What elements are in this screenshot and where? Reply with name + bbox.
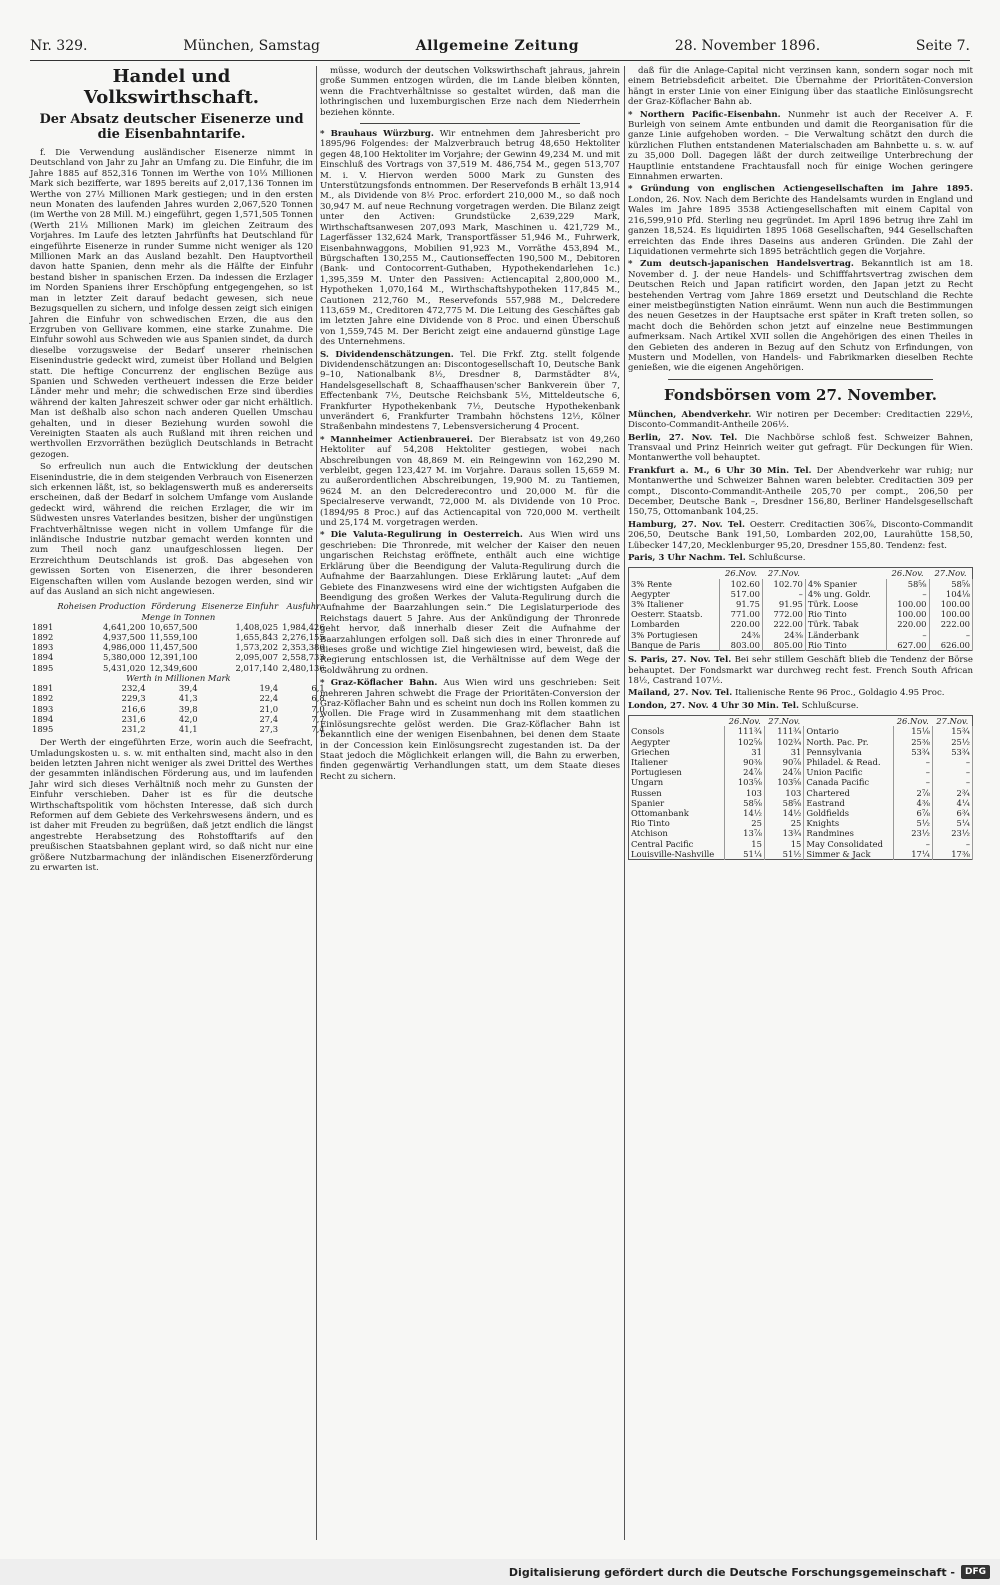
table-cell: Simmer & Jack [804,849,893,860]
table-cell: 15 [725,839,764,849]
table-cell: – [762,589,805,599]
table-header: 26.Nov. [728,716,761,727]
table-cell: 1,573,202 [235,642,279,653]
table-row [629,798,973,808]
table-caption: Werth in Millionen Mark [126,672,231,683]
table-row [30,632,327,642]
table-cell: 23½ [932,828,972,838]
table-cell: 13¾ [764,828,803,838]
news-item-text: Aus Wien wird uns geschrieben: Seit mehreren Jahren schwebt die Frage der Prioritäten-Conversion der Graz-Köflacher Bahn und es scheint nun doch ins Rollen kommen zu wollen. Die Frage wird in Zusammenhang mit dem staatlichen Einlösungsrechte gelöst werden. Die Graz-Köflacher Bahn ist bekanntlich eine der wenigen Eisenbahnen, bei denen dem Staate in der Concession kein Einlösungsrecht zugestanden ist. Da der Staat jedoch die Möglichkeit erlangen will, die Bahn zu erwerben, finden gegenwärtig Verhandlungen statt, um dem Staate dieses Recht zu sichern. [320,678,620,782]
table-cell: 1895 [32,723,54,734]
table-cell: 23½ [893,828,932,838]
table-row [30,724,327,734]
section-title: Handel und Volkswirthschaft. [83,66,260,108]
news-item [320,350,620,433]
news-item [628,410,973,431]
table-cell: 111¾ [764,726,803,736]
table-cell: 13⅞ [725,828,764,838]
table-row [629,828,973,838]
table-cell: 12,349,600 [149,662,198,673]
table-cell: Rio Tinto [805,640,886,651]
table-cell: 19,4 [259,683,279,694]
table-cell: Banque de Paris [629,640,720,651]
table-header: 27.Nov. [934,568,967,579]
table-cell: 220.00 [720,619,763,629]
table-cell: Union Pacific [804,767,893,777]
divider [360,123,580,124]
table-cell: Aegypter [629,737,725,747]
table-cell: 2,480,136 [282,662,325,673]
news-item-heading: * Die Valuta-Regulirung in Oesterreich. [320,530,523,541]
news-item-text: Der Abendverkehr war ruhig; nur Montanwerthe und Schweizer Bahnen waren belebter. Creditactien 309 per compt., Disconto-Commandit-Antheile 205,70 per compt., 206,50 per December, Deutsche Bank –, Dresdner 156,80, Berliner Handelsgesellschaft 150,75, Ottomanbank 104,25. [628,465,973,518]
table-cell: 4,937,500 [103,632,146,643]
table-row [629,747,973,757]
table-cell: 220.00 [886,619,929,629]
table-header: 27.Nov. [936,716,969,727]
table-cell: 517.00 [720,589,763,599]
table-cell: 5,431,020 [103,662,146,673]
table-cell: 2¾ [932,788,972,798]
table-row [629,808,973,818]
news-item-text: Italienische Rente 96 Proc., Goldagio 4.95 Proc. [734,688,945,699]
paris-rates-table [628,567,973,651]
news-item [320,435,620,529]
table-header [805,568,886,579]
table-cell: 3% Portugiesen [629,630,720,640]
newspaper-title: Allgemeine Zeitung [415,38,580,54]
news-item-text: Tel. Die Frkf. Ztg. stellt folgende Dividendenschätzungen an: Discontogesellschaft 10, Deutsche Bank 9–10, Nationalbank 8½, Dresdner 8, Darmstädter 8¼, Handelsgesellschaft 8, Schaaffhausen'scher Bankverein über 7, Effectenbank 7½, Deutsche Reichsbank 5½, Mitteldeutsche 6, Frankfurter Hypothekenbank 7½, Deutsche Hypothekenbank unverändert 6, Frankfurter Trambahn höchstens 12½, Kölner Straßenbahn mindestens 7, Lebensversicherung 4 Procent. [320,349,620,433]
table-cell: 6¾ [932,808,972,818]
table-header: 26.Nov. [724,568,758,579]
table-cell: 41,3 [178,693,198,704]
news-item [628,520,973,551]
table-header [629,716,725,727]
table-cell: 58⅝ [929,579,973,589]
table-cell: 25 [764,818,803,828]
table-cell: 58⅝ [725,798,764,808]
table-row [30,622,327,632]
article-paragraph: müsse, wodurch der deutschen Volkswirthschaft jahraus, jahrein große Summen entzogen würden, die im Lande bleiben könnten, wenn die Frachtverhältnisse so gestaltet würden, daß man die lothringischen und luxemburgischen Erze nach dem Niederrhein beziehen könnte. [320,66,620,118]
table-header: Roheisen Production [57,601,146,612]
table-cell: Consols [629,726,725,736]
column-rule [624,66,625,1540]
table-cell: 1,984,426 [282,621,325,632]
table-row [629,839,973,849]
table-cell: 4% Spanier [805,579,886,589]
table-cell: 90⅞ [764,757,803,767]
table-cell: Lombarden [629,619,720,629]
divider [668,379,933,380]
table-cell: Oesterr. Staatsb. [629,609,720,619]
table-cell: 2,353,386 [282,642,325,653]
table-cell: – [893,757,932,767]
table-row [30,652,327,662]
article-title: Der Absatz deutscher Eisenerze und die Eisenbahntarife. [39,112,304,142]
table-cell: 24⅜ [762,630,805,640]
table-row [30,704,327,714]
table-cell: 100.00 [886,609,929,619]
column-rule [316,66,317,1540]
table-cell: Louisville-Nashville [629,849,725,860]
table-cell: – [932,757,972,767]
news-item [628,110,973,183]
table-cell: 231,2 [121,723,146,734]
table-cell: 91.95 [762,599,805,609]
table-cell: 6,8 [311,693,325,704]
table-cell: Central Pacific [629,839,725,849]
article-paragraph: daß für die Anlage-Capital nicht verzinsen kann, sondern sogar noch mit einem Betriebsdeficit arbeitet. Die Übernahme der Prioritäten-Conversion hängt in erster Linie von einer Einigung über das staatliche Einlösungsrecht der Graz-Köflacher Bahn ab. [628,66,973,108]
table-row [629,726,973,736]
table-row [30,714,327,724]
table-cell: Pennsylvania [804,747,893,757]
table-cell: 4,641,200 [103,621,146,632]
table-cell: 51½ [764,849,803,860]
table-cell: 24⅞ [725,767,764,777]
table-cell: 102.70 [762,579,805,589]
table-cell: 17⅜ [932,849,972,860]
table-header [30,601,55,611]
news-item-text: Bekanntlich ist am 18. November d. J. der neue Handels- und Schifffahrtsvertrag zwischen dem Deutschen Reich und Japan ratificirt worden, den Japan jetzt zu Recht bestehenden Vertrag vom Jahre 1869 ersetzt und Deutschland die Rechte einer meistbegünstigten Nation einräumt. Wenn nun auch die Bestimmungen des neuen Gesetzes in der Hauptsache erst später in Kraft treten sollen, so macht doch die Behörden schon jetzt auf einzelne neue Bestimmungen aufmerksam. Nach Artikel XVII sollen die Angehörigen des einen Theiles in den Gebieten des anderen in Bezug auf den Schutz von Erfindungen, von Mustern und Modellen, von Handels- und Fabrikmarken dieselben Rechte genießen, wie die eigenen Angehörigen. [628,259,973,374]
table-cell: – [932,767,972,777]
table-cell: 231,6 [121,713,146,724]
table-row [629,767,973,777]
table-cell: Randmines [804,828,893,838]
table-cell: 1894 [32,713,54,724]
news-item-heading: * Gründung von englischen Actiengesellschaften im Jahre 1895. [628,184,973,195]
table-cell: 4¼ [932,798,972,808]
table-cell: – [932,839,972,849]
news-item-heading: * Northern Pacific-Eisenbahn. [628,109,781,120]
table-cell: May Consolidated [804,839,893,849]
table-cell: Canada Pacific [804,777,893,787]
news-item [320,530,620,676]
dfg-logo: DFG [961,1565,990,1579]
table-cell: 91.75 [720,599,763,609]
table-cell: Italiener [629,757,725,767]
table-cell: 229,3 [121,693,146,704]
table-cell: 2⅞ [893,788,932,798]
table-cell: – [886,630,929,640]
table-cell: Spanier [629,798,725,808]
table-cell: 39,4 [178,683,198,694]
news-item-text: Aus Wien wird uns geschrieben: Die Thronrede, mit welcher der Kaiser den neuen ungarischen Reichstag eröffnete, enthält auch eine wichtige Erklärung über die Beendigung der Valuta-Regulirung durch die Aufnahme der Baarzahlungen. Diese Erklärung lautet: „Auf dem Gebiete des Finanzwesens wird eine der wichtigsten Aufgaben die Beendigung des großen Werkes der Valuta-Regulirung durch die Aufnahme der Baarzahlungen sein.“ Die Legislaturperiode des Reichstags dauert 5 Jahre. Aus der Ankündigung der Thronrede geht hervor, daß innerhalb dieser Zeit die Aufnahme der Baarzahlungen erfolgen soll. Daß sich dies in einer Thronrede auf dieses große und wichtige Ziel hingewiesen wird, beweist, daß die Regierung entschlossen ist, die Verhältnisse auf dem Wege der Goldwährung zu ordnen. [320,530,621,676]
table-cell: – [929,630,973,640]
news-item-text: Wir entnehmen dem Jahresbericht pro 1895/96 Folgendes: der Malzverbrauch betrug 48,650 Hektoliter gegen 48,100 Hektoliter im Vorjahre; der Gewinn 49,234 M. und mit Einschluß des Vortrags von 37,519 M. 486,754 M., gegen 513,707 M. i. V. Hiervon werden 5000 Mark zu Gunsten des Unterstützungsfonds entnommen. Der Reservefonds B erhält 13,914 M., als Dividende von 8½ Proc. erfordert 210,000 M., so daß noch 30,947 M. auf neue Rechnung vorgetragen werden. Die Bilanz zeigt unter den Activen: Grundstücke 2,639,229 Mark, Wirthschaftsanwesen 207,093 Mark, Maschinen u. 421,729 M., Lagerfässer 132,624 Mark, Transportfässer 51,946 M., Fuhrwerk, Eisenbahnwaggons, Mobilien 91,923 M., Vorräthe 453,894 M., Bürgschaften 130,255 M., Cautionseffecten 190,500 M., Debitoren (Bank- und Contocorrent-Guthaben, Hypothekendarlehen 1c.) 1,395,359 M. Unter den Passiven: Actiencapital 2,800,000 M., Hypotheken 1,070,164 M., Wirthschaftshypotheken 117,845 M., Cautionen 212,760 M., Reservefonds 557,988 M., Delcredere 113,659 M., Creditoren 472,775 M. Die Leitung des Geschäftes gab im letzten Jahre eine Dividende von 8 Proc. und einen Überschuß von 1,559,745 M. Der Bericht zeigt eine andauernd günstige Lage des Unternehmens. [320,129,621,348]
table-cell: North. Pac. Pr. [804,737,893,747]
table-cell: Griechen [629,747,725,757]
news-item [628,184,973,257]
city-date: München, Samstag [183,38,321,54]
table-cell: Portugiesen [629,767,725,777]
table-header: Eisenerze Einfuhr [201,601,279,612]
table-cell: Ottomanbank [629,808,725,818]
table-cell: 11,559,100 [149,632,198,643]
news-item-heading: * Mannheimer Actienbrauerei. [320,434,473,445]
table-cell: 626.00 [929,640,973,651]
table-cell: 1,408,025 [235,621,279,632]
column-2 [320,66,620,784]
table-row [629,599,973,609]
news-item-heading: München, Abendverkehr. [628,409,752,420]
table-cell: 27,4 [259,713,279,724]
news-item [320,129,620,348]
table-cell: Russen [629,788,725,798]
table-cell: 6⅞ [893,808,932,818]
footer-text: Digitalisierung gefördert durch die Deutsche Forschungsgemeinschaft - [508,1565,955,1579]
table-cell: 31 [764,747,803,757]
table-cell: 7,4 [311,723,325,734]
table-cell: 2,276,155 [282,632,325,643]
table-cell: Länderbank [805,630,886,640]
news-item-text: London, 26. Nov. Nach dem Berichte des Handelsamts wurden in England und Wales im Jahre 1895 3538 Actiengesellschaften mit einem Capital von 216,599,910 Pfd. Sterling neu gegründet. Im April 1896 betrug ihre Zahl im ganzen 18,524. Es liquidirten 1895 1068 Gesellschaften, 944 Gesellschaften erreichten das Ende ihres Daseins aus anderen Gründen. Die Zahl der Liquidationen vermehrte sich 1895 beträchtlich gegen die Vorjahre. [628,194,973,257]
page-number: Seite 7. [915,38,970,54]
table-cell: 803.00 [720,640,763,651]
table-row [629,640,973,651]
news-item-text: Bei sehr stillem Geschäft blieb die Tendenz der Börse behauptet. Der Fondsmarkt war durchweg recht fest. French South African 18½, Castrand 107½. [628,655,974,686]
table-cell: 58⅝ [764,798,803,808]
table-cell: 216,6 [121,703,146,714]
statistics-table [30,601,325,734]
table-cell: 90⅜ [725,757,764,767]
table-cell: 14½ [725,808,764,818]
table-cell: 1893 [32,703,54,714]
table-cell: 5,380,000 [103,652,146,663]
table-cell: 39,8 [178,703,198,714]
news-item [628,688,973,698]
table-cell: Aegypter [629,589,720,599]
table-row [30,683,327,693]
table-cell: – [893,767,932,777]
table-cell: 3% Rente [629,579,720,589]
table-cell: 22,4 [259,693,279,704]
table-header: Förderung [151,601,197,612]
table-row [629,788,973,798]
table-cell: 1892 [32,632,54,643]
table-cell: 771.00 [720,609,763,619]
table-row [629,777,973,787]
table-cell: 14½ [764,808,803,818]
news-item [628,553,973,563]
news-item-heading: * Zum deutsch-japanischen Handelsvertrag. [628,259,854,270]
table-cell: 222.00 [929,619,973,629]
news-item-text: Nunmehr ist auch der Receiver A. F. Burleigh von seinem Amte entbunden und damit die Reorganisation für die ganze Linie aufgehoben worden. – Die Verwaltung schätzt den durch die kürzlichen Fluthen entstandenen Materialschaden am Bahnbette u. s. w. auf zu 35,000 Doll. Dagegen läßt der durch zeitweilige Unterbrechung der Hauptlinie entstandene Frachtausfall noch für einige Wochen geringere Einnahmen erwarten. [628,109,973,183]
table-cell: 1894 [32,652,54,663]
table-cell: 2,095,007 [235,652,279,663]
page-header [30,38,970,61]
table-cell: 5½ [893,818,932,828]
table-cell: Goldfields [804,808,893,818]
table-row [30,693,327,703]
issue-number: Nr. 329. [30,38,88,54]
news-item-heading: S. Dividendenschätzungen. [320,349,454,360]
table-cell: 7,0 [311,703,325,714]
table-cell: 1891 [32,683,54,694]
london-rates-table [628,715,973,860]
table-cell: 12,391,100 [149,652,198,663]
table-cell: Knights [804,818,893,828]
table-row [629,818,973,828]
table-header: 26.Nov. [896,716,929,727]
table-cell: 5¼ [932,818,972,828]
table-row [629,630,973,640]
table-header: Ausfuhr [286,601,321,612]
news-item-heading: Hamburg, 27. Nov. Tel. [628,519,745,530]
table-cell: 17¼ [893,849,932,860]
table-cell: – [886,589,929,599]
table-cell: 10,657,500 [149,621,198,632]
issue-date: 28. November 1896. [674,38,821,54]
news-item-heading: London, 27. Nov. 4 Uhr 30 Min. Tel. [628,700,799,711]
table-cell: 111¾ [725,726,764,736]
news-item-heading: Frankfurt a. M., 6 Uhr 30 Min. Tel. [628,465,812,476]
digitization-footer [0,1559,1000,1585]
news-item [628,466,973,518]
table-cell: 11,457,500 [149,642,198,653]
table-cell: 15⅛ [893,726,932,736]
table-cell: 100.00 [886,599,929,609]
table-cell: 4,986,000 [103,642,146,653]
table-row [629,737,973,747]
table-header: 26.Nov. [891,568,924,579]
table-cell: Philadel. & Read. [804,757,893,767]
table-cell: 41,1 [178,723,198,734]
news-item-text: Wir notiren per December: Creditactien 229½, Disconto-Commandit-Antheile 206½. [628,409,974,431]
table-cell: Türk. Loose [805,599,886,609]
table-row [629,849,973,860]
news-item-heading: * Brauhaus Würzburg. [320,129,434,140]
article-paragraph: So erfreulich nun auch die Entwicklung der deutschen Eisenindustrie, die in dem steigenden Verbrauch von Eisenerzen sich erkennen läßt, ist, so beklagenswerth muß es andererseits erscheinen, daß der Bedarf in solchem Umfange vom Auslande gedeckt wird, während die reichen Erzlager, die wir im Südwesten unsres Vaterlandes besitzen, bisher der ungünstigen Frachtverhältnisse wegen nicht in vollem Umfange für die inländische Industrie nutzbar gemacht werden konnten und zum Theil noch ganz unaufgeschlossen liegen. Der Erzreichthum Deutschlands ist groß. Das abgesehen von gewissen Sorten von Eisenerzen, die ihrer besonderen Eigenschaften willen vom Auslande bezogen werden, sind wir auf das Ausland an sich nicht angewiesen. [30,462,313,598]
table-header: 27.Nov. [768,716,801,727]
table-cell: 58⅝ [886,579,929,589]
table-cell: 100.00 [929,599,973,609]
table-cell: 772.00 [762,609,805,619]
table-cell: Eastrand [804,798,893,808]
table-cell: 7,7 [311,713,325,724]
table-cell: 4⅜ [893,798,932,808]
table-cell: 103⅝ [725,777,764,787]
table-cell: 25½ [932,737,972,747]
table-header: 27.Nov. [767,568,800,579]
table-cell: 24⅞ [764,767,803,777]
table-cell: 53¾ [932,747,972,757]
table-cell: 15¾ [932,726,972,736]
table-cell: 21,0 [259,703,279,714]
news-item-text: Die Nachbörse schloß fest. Schweizer Bahnen, Transvaal und Prinz Heinrich weiter gut gefragt. Für Deckungen für Wien. Montanwerthe voll behauptet. [628,432,974,464]
table-cell: 104⅛ [929,589,973,599]
table-row [30,663,327,673]
table-cell: 1,655,843 [235,632,279,643]
table-row [30,642,327,652]
table-row [629,609,973,619]
news-item [628,701,973,711]
column-3 [628,66,973,864]
table-cell: 222.00 [762,619,805,629]
table-cell: 51¼ [725,849,764,860]
news-item-heading: Berlin, 27. Nov. Tel. [628,432,738,443]
news-item [628,433,973,464]
news-item-heading: Mailand, 27. Nov. Tel. [628,688,733,699]
table-cell: 42,0 [178,713,198,724]
table-cell: 103 [725,788,764,798]
table-cell: Ungarn [629,777,725,787]
table-cell: Türk. Tabak [805,619,886,629]
table-cell: Ontario [804,726,893,736]
table-cell: 1892 [32,693,54,704]
news-item-text: Schlußcurse. [801,700,859,711]
table-cell: 1891 [32,621,54,632]
table-cell: 627.00 [886,640,929,651]
bourse-title: Fondsbörsen vom 27. November. [664,385,937,404]
table-cell: 102¾ [764,737,803,747]
news-item-text: Der Bierabsatz ist von 49,260 Hektoliter auf 54,208 Hektoliter gestiegen, wobei nach Abschreibungen von 48,869 M. ein Reingewinn von 162,290 M. verbleibt, gegen 123,427 M. im Vorjahre. Daraus sollen 15,659 M. zu außerordentlichen Abschreibungen, 19,900 M. zu Tantiemen, 9624 M. an den Delcrederecontro und 20,000 M. für die Specialreserve verwandt, 72,000 M. als Dividende von 10 Proc. (1894/95 8 Proc.) auf das Actiencapital von 720,000 M. vertheilt und 25,174 M. vorgetragen werden. [320,434,620,529]
table-cell: 53¾ [893,747,932,757]
table-cell: 1895 [32,662,54,673]
table-cell: 3% Italiener [629,599,720,609]
table-cell: Atchison [629,828,725,838]
table-cell: – [932,777,972,787]
table-cell: 2,558,733 [282,652,325,663]
table-cell: 102⅝ [725,737,764,747]
table-row [629,757,973,767]
news-item [628,259,973,373]
table-cell: 100.00 [929,609,973,619]
table-cell: Rio Tinto [805,609,886,619]
table-cell: 31 [725,747,764,757]
table-cell: – [893,839,932,849]
table-caption: Menge in Tonnen [141,611,216,622]
table-row [629,579,973,589]
table-cell: 15 [764,839,803,849]
table-cell: 103⅝ [764,777,803,787]
table-cell: 4% ung. Goldr. [805,589,886,599]
news-item [628,655,973,686]
table-cell: 27,3 [259,723,279,734]
table-cell: 1893 [32,642,54,653]
news-item-heading: Paris, 3 Uhr Nachm. Tel. [628,553,746,564]
news-item [320,678,620,782]
table-cell: 25 [725,818,764,828]
table-cell: – [893,777,932,787]
news-item-heading: * Graz-Köflacher Bahn. [320,678,438,689]
news-item-text: Schlußcurse. [748,553,806,564]
table-cell: Rio Tinto [629,818,725,828]
table-cell: 6,1 [311,683,325,694]
table-cell: 2,017,140 [235,662,279,673]
table-cell: 24⅜ [720,630,763,640]
news-item-heading: S. Paris, 27. Nov. Tel. [628,655,732,666]
news-item-text: Oesterr. Creditactien 306⅞, Disconto-Commandit 206,50, Deutsche Bank 191,50, Lombarden 202,00, Laurahütte 158,50, Lübecker 147,20, Mecklenburger 95,20, Dresdner 155,80. Tendenz: fest. [628,519,973,551]
table-cell: 232,4 [121,683,146,694]
column-1 [30,66,325,875]
article-paragraph: Der Werth der eingeführten Erze, worin auch die Seefracht, Umladungskosten u. s. w. mit enthalten sind, macht also in den beiden letzten Jahren nicht weniger als zwei Drittel des Werthes der gesammten inländischen Förderung aus, und im laufenden Jahr wird sich dieses Verhältniß noch mehr zu Gunsten der Einfuhr verschieben. Daher ist es für die deutsche Wirthschaftspolitik vom höchsten Interesse, daß sich durch Reformen auf dem Gebiete des Verkehrswesens ändern, und es ist daher mit Freuden zu begrüßen, daß jetzt endlich die längst angestrebte Herabsetzung des Rohstofftarifs auf den preußischen Staatsbahnen geplant wird, so daß nicht nur eine größere Nutzbarmachung der inländischen Eisenerzförderung zu erwarten ist. [30,738,313,873]
table-cell: 805.00 [762,640,805,651]
table-cell: 25⅜ [893,737,932,747]
table-cell: 103 [764,788,803,798]
table-header [804,716,893,727]
article-paragraph: f. Die Verwendung ausländischer Eisenerze nimmt in Deutschland von Jahr zu Jahr an Umfang zu. Die Einfuhr, die im Jahre 1885 auf 852,316 Tonnen im Werthe von 10⅓ Millionen Mark sich bezifferte, war 1895 bereits auf 2,017,136 Tonnen im Werthe von 27⅓ Millionen Mark gestiegen; und in den ersten neun Monaten des laufenden Jahres wurden 2,067,520 Tonnen (im Werthe von 28 Mill. M.) eingeführt, gegen 1,571,505 Tonnen (Werth 21⅓ Millionen Mark) im gleichen Zeitraum des Vorjahres. Im Laufe des letzten Jahrfünfts hat Deutschland für eingeführte Eisenerze in runder Summe nicht weniger als 120 Millionen Mark an das Ausland bezahlt. Den Hauptvortheil davon hatte Spanien, denn mehr als die Hälfte der Einfuhr bestand bisher in spanischen Erzen. Da indessen die Erzlager im Norden Spaniens ihrer Erschöpfung entgegengehen, so ist man in letzter Zeit darauf bedacht gewesen, sich neue Bezugsquellen zu sichern, und infolge dessen zeigt sich einigen Jahren die Einfuhr von schwedischen Erzen, die aus den Erzgruben von Gellivare kommen, eine starke Zunahme. Die Einfuhr sowohl aus Schweden wie aus Spanien sindet, da durch dieselbe vorzugsweise der Bedarf unserer rheinischen Eisenindustrie gedeckt wird, zumeist über Holland und Belgien statt. Die heftige Concurrenz der englischen Bezüge aus Spanien und Schweden vertheuert indessen die Erze beider Länder mehr und mehr; die schwedischen Erze sind überdies während der kalten Jahreszeit schwer oder gar nicht erhältlich. Man ist deßhalb also schon nach anderen Quellen Umschau gehalten, und in dieser Beziehung wurden sowohl die Vereinigten Staaten als auch Rußland mit ihren reichen und werthvollen Erzvorräthen bezüglich Deutschlands in Betracht gezogen. [30,148,313,460]
table-cell: 102.60 [720,579,763,589]
table-header [629,568,720,579]
table-row [629,619,973,629]
table-row [629,589,973,599]
table-cell: Chartered [804,788,893,798]
